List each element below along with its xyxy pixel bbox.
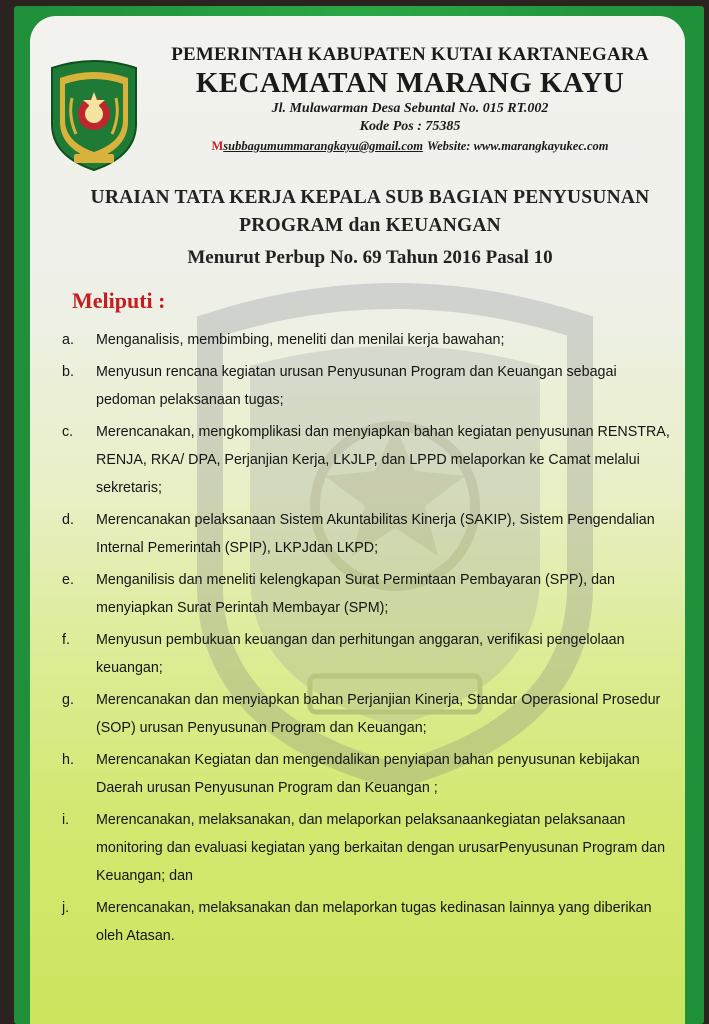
letterhead bbox=[140, 42, 680, 154]
item-letter: d. bbox=[62, 512, 74, 528]
title-line-1: URAIAN TATA KERJA KEPALA SUB BAGIAN PENYUSUNAN bbox=[90, 187, 650, 208]
item-letter: c. bbox=[62, 424, 74, 440]
district-name: KECAMATAN MARANG KAYU bbox=[195, 67, 625, 99]
email-link[interactable]: subbagumummarangkayu@gmail.com bbox=[223, 139, 423, 153]
item-letter: f. bbox=[62, 632, 70, 648]
item-letter: a. bbox=[62, 332, 74, 348]
item-letter: g. bbox=[62, 692, 74, 708]
list-item bbox=[62, 686, 680, 742]
document-title bbox=[70, 184, 670, 272]
item-text: Merencanakan, mengkomplikasi dan menyiapkan bahan kegiatan penyusunan RENSTRA, RENJA, RKA/ DPA, Perjanjian Kerja, LKJLP, dan LPPD melaporkan ke Camat melalui sekretaris; bbox=[96, 424, 670, 496]
item-text: Menyusun pembukuan keuangan dan perhitungan anggaran, verifikasi pengelolaan keuangan; bbox=[96, 632, 625, 676]
list-item bbox=[62, 894, 680, 950]
title-line-2: PROGRAM dan KEUANGAN bbox=[239, 215, 501, 236]
item-text: Menganalisis, membimbing, meneliti dan menilai kerja bawahan; bbox=[96, 332, 505, 348]
notice-board bbox=[30, 16, 685, 1024]
address: Jl. Mulawarman Desa Sebuntal No. 015 RT.002 bbox=[271, 101, 549, 116]
item-text: Menganilisis dan meneliti kelengkapan Surat Permintaan Pembayaran (SPP), dan menyiapkan Surat Perintah Membayar (SPM); bbox=[96, 572, 615, 616]
kutai-kartanegara-emblem bbox=[48, 54, 140, 172]
list-item bbox=[62, 506, 680, 562]
list-item bbox=[62, 358, 680, 414]
mail-icon: M bbox=[211, 139, 224, 153]
government-name: PEMERINTAH KABUPATEN KUTAI KARTANEGARA bbox=[171, 44, 649, 65]
item-letter: h. bbox=[62, 752, 74, 768]
item-letter: j. bbox=[62, 900, 70, 916]
postal-code: Kode Pos : 75385 bbox=[359, 119, 461, 134]
list-item bbox=[62, 806, 680, 890]
item-letter: i. bbox=[62, 812, 70, 828]
item-text: Merencanakan pelaksanaan Sistem Akuntabilitas Kinerja (SAKIP), Sistem Pengendalian Internal Pemerintah (SPIP), LKPJdan LKPD; bbox=[96, 512, 655, 556]
intro-heading: Meliputi : bbox=[72, 288, 166, 313]
list-item bbox=[62, 326, 680, 354]
list-item bbox=[62, 418, 680, 502]
item-text: Merencanakan, melaksanakan dan melaporkan tugas kedinasan lainnya yang diberikan oleh Atasan. bbox=[96, 900, 652, 944]
list-item bbox=[62, 566, 680, 622]
list-item bbox=[62, 626, 680, 682]
list-item bbox=[62, 746, 680, 802]
item-text: Merencanakan Kegiatan dan mengendalikan penyiapan bahan penyusunan kebijakan Daerah urusan Penyusunan Program dan Keuangan ; bbox=[96, 752, 640, 796]
website-text: Website: www.marangkayukec.com bbox=[426, 139, 609, 153]
item-text: Merencanakan, melaksanakan, dan melaporkan pelaksanaankegiatan pelaksanaan monitoring dan evaluasi kegiatan yang berkaitan dengan urusarPenyusunan Program dan Keuangan; dan bbox=[96, 812, 666, 884]
regulation-reference: Menurut Perbup No. 69 Tahun 2016 Pasal 10 bbox=[187, 247, 553, 268]
item-text: Menyusun rencana kegiatan urusan Penyusunan Program dan Keuangan sebagai pedoman pelaksanaan tugas; bbox=[96, 364, 617, 408]
duties-list bbox=[62, 326, 680, 950]
item-letter: b. bbox=[62, 364, 74, 380]
item-letter: e. bbox=[62, 572, 74, 588]
item-text: Merencanakan dan menyiapkan bahan Perjanjian Kinerja, Standar Operasional Prosedur (SOP) urusan Penyusunan Program dan Keuangan; bbox=[96, 692, 661, 736]
contact-line bbox=[140, 139, 680, 154]
